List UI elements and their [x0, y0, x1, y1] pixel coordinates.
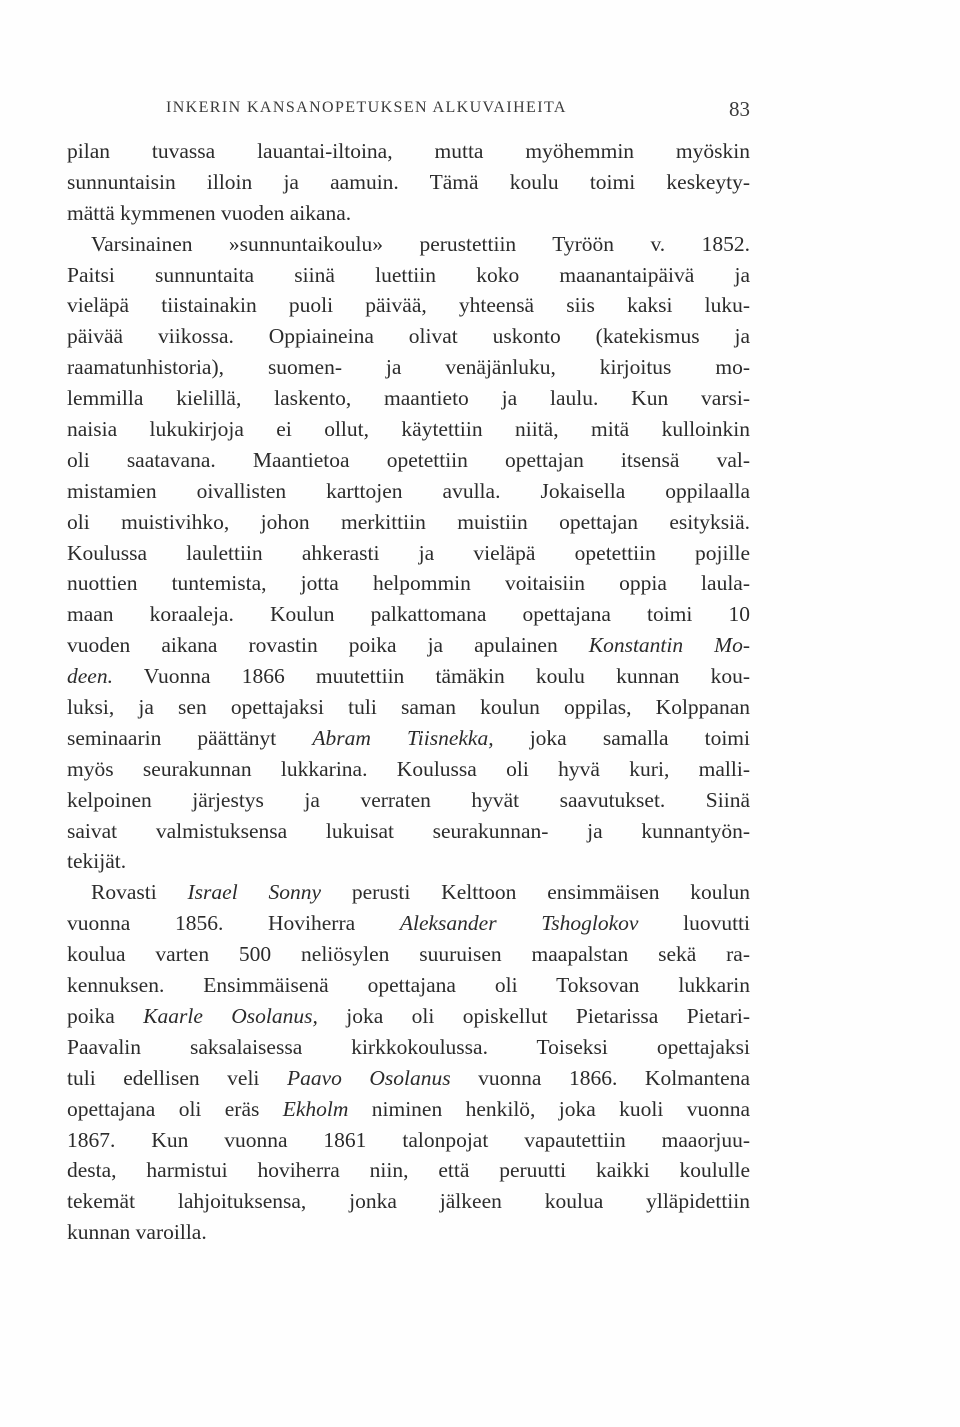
text-segment: desta, harmistui hoviherra niin, että peruutti kaikki koululle: [67, 1158, 750, 1183]
text-segment: joka oli opiskellut Pietarissa Pietari-: [317, 1003, 750, 1028]
text-line: [67, 136, 750, 167]
text-line: [67, 1094, 750, 1125]
text-segment: koulua varten 500 neliösylen suuruisen maapalstan sekä ra-: [67, 942, 750, 967]
text-segment: vuoden aikana rovastin poika ja apulainen: [67, 633, 589, 658]
text-line: [67, 1032, 750, 1063]
text-segment: vuonna 1866. Kolmantena: [450, 1065, 750, 1090]
text-line: [67, 1155, 750, 1186]
text-line: [67, 198, 750, 229]
body-text: [67, 136, 750, 1248]
text-segment: Rovasti: [91, 880, 188, 905]
text-line: [67, 1063, 750, 1094]
text-line: [67, 630, 750, 661]
text-segment: kunnan varoilla.: [67, 1220, 207, 1245]
text-line: [67, 1125, 750, 1156]
italic-name: Kaarle Osolanus,: [143, 1003, 318, 1028]
text-line: [67, 816, 750, 847]
text-segment: Vuonna 1866 muutettiin tämäkin koulu kunnan kou-: [112, 664, 750, 689]
text-segment: seminaarin päättänyt: [67, 725, 313, 750]
text-segment: poika: [67, 1003, 144, 1028]
text-line: [67, 1217, 750, 1248]
text-segment: myös seurakunnan lukkarina. Koulussa oli hyvä kuri, malli-: [67, 756, 750, 781]
text-line: [67, 754, 750, 785]
italic-name: Abram Tiisnekka,: [312, 725, 494, 750]
italic-name: Paavo Osolanus: [286, 1065, 451, 1090]
text-segment: saivat valmistuksensa lukuisat seurakunnan- ja kunnantyön-: [67, 818, 750, 843]
running-title: INKERIN KANSANOPETUKSEN ALKUVAIHEITA: [166, 99, 567, 116]
text-segment: tuli edellisen veli: [67, 1065, 287, 1090]
text-segment: mättä kymmenen vuoden aikana.: [67, 200, 352, 225]
text-segment: kennuksen. Ensimmäisenä opettajana oli Toksovan lukkarin: [67, 973, 750, 998]
italic-name: Konstantin Mo-: [588, 633, 750, 658]
text-line: [67, 507, 750, 538]
text-line: [67, 846, 750, 877]
text-segment: Koulussa laulettiin ahkerasti ja vieläpä opetettiin pojille: [67, 540, 750, 565]
text-line: [67, 445, 750, 476]
text-segment: opettajana oli eräs: [67, 1096, 283, 1121]
text-segment: luksi, ja sen opettajaksi tuli saman koulun oppilas, Kolppanan: [67, 695, 750, 720]
text-line: [67, 476, 750, 507]
text-segment: luovutti: [638, 911, 750, 936]
text-segment: vieläpä tiistainakin puoli päivää, yhteensä siis kaksi luku-: [67, 293, 750, 318]
text-segment: Varsinainen »sunnuntaikoulu» perustettiin Tyröön v. 1852.: [91, 231, 750, 256]
text-line: [67, 229, 750, 260]
text-line: [67, 538, 750, 569]
text-line: [67, 877, 750, 908]
text-segment: oli saatavana. Maantietoa opetettiin opettajan itsensä val-: [67, 447, 750, 472]
text-segment: joka samalla toimi: [493, 725, 751, 750]
page-number: 83: [729, 97, 750, 121]
text-line: [67, 939, 750, 970]
text-segment: nuottien tuntemista, jotta helpommin voitaisiin oppia laula-: [67, 571, 750, 596]
text-line: [67, 1186, 750, 1217]
text-line: [67, 785, 750, 816]
text-segment: päivää viikossa. Oppiaineina olivat uskonto (katekismus ja: [67, 324, 750, 349]
running-head: [166, 97, 750, 121]
text-line: [67, 723, 750, 754]
text-segment: niminen henkilö, joka kuoli vuonna: [348, 1096, 750, 1121]
text-segment: Paitsi sunnuntaita siinä luettiin koko maanantaipäivä ja: [67, 262, 750, 287]
text-line: [67, 599, 750, 630]
text-line: [67, 661, 750, 692]
text-segment: oli muistivihko, johon merkittiin muistiin opettajan esityksiä.: [67, 509, 750, 534]
text-line: [67, 1001, 750, 1032]
italic-name: deen.: [67, 664, 113, 689]
text-line: [67, 167, 750, 198]
text-segment: mistamien oivallisten karttojen avulla. Jokaisella oppilaalla: [67, 478, 750, 503]
italic-name: Aleksander Tshoglokov: [399, 911, 639, 936]
text-segment: vuonna 1856. Hoviherra: [67, 911, 400, 936]
text-segment: maan koraaleja. Koulun palkattomana opettajana toimi 10: [67, 602, 750, 627]
text-segment: 1867. Kun vuonna 1861 talonpojat vapautettiin maaorjuu-: [67, 1127, 750, 1152]
italic-name: Israel Sonny: [187, 880, 322, 905]
text-segment: tekijät.: [67, 849, 127, 874]
text-line: [67, 908, 750, 939]
italic-name: Ekholm: [282, 1096, 349, 1121]
text-line: [67, 321, 750, 352]
text-line: [67, 383, 750, 414]
text-segment: raamatunhistoria), suomen- ja venäjänluku, kirjoitus mo-: [67, 355, 750, 380]
text-segment: Paavalin saksalaisessa kirkkokoulussa. Toiseksi opettajaksi: [67, 1034, 750, 1059]
text-segment: lemmilla kielillä, laskento, maantieto ja laulu. Kun varsi-: [67, 386, 750, 411]
text-line: [67, 260, 750, 291]
text-line: [67, 692, 750, 723]
text-segment: tekemät lahjoituksensa, jonka jälkeen koulua ylläpidettiin: [67, 1189, 750, 1214]
text-segment: pilan tuvassa lauantai-iltoina, mutta myöhemmin myöskin: [67, 139, 750, 163]
text-segment: sunnuntaisin illoin ja aamuin. Tämä koulu toimi keskeyty-: [67, 169, 750, 194]
text-line: [67, 970, 750, 1001]
text-segment: perusti Kelttoon ensimmäisen koulun: [321, 880, 750, 905]
text-segment: naisia lukukirjoja ei ollut, käytettiin niitä, mitä kulloinkin: [67, 417, 750, 442]
text-line: [67, 352, 750, 383]
text-line: [67, 568, 750, 599]
text-line: [67, 414, 750, 445]
text-segment: kelpoinen järjestys ja verraten hyvät saavutukset. Siinä: [67, 787, 750, 812]
text-line: [67, 290, 750, 321]
